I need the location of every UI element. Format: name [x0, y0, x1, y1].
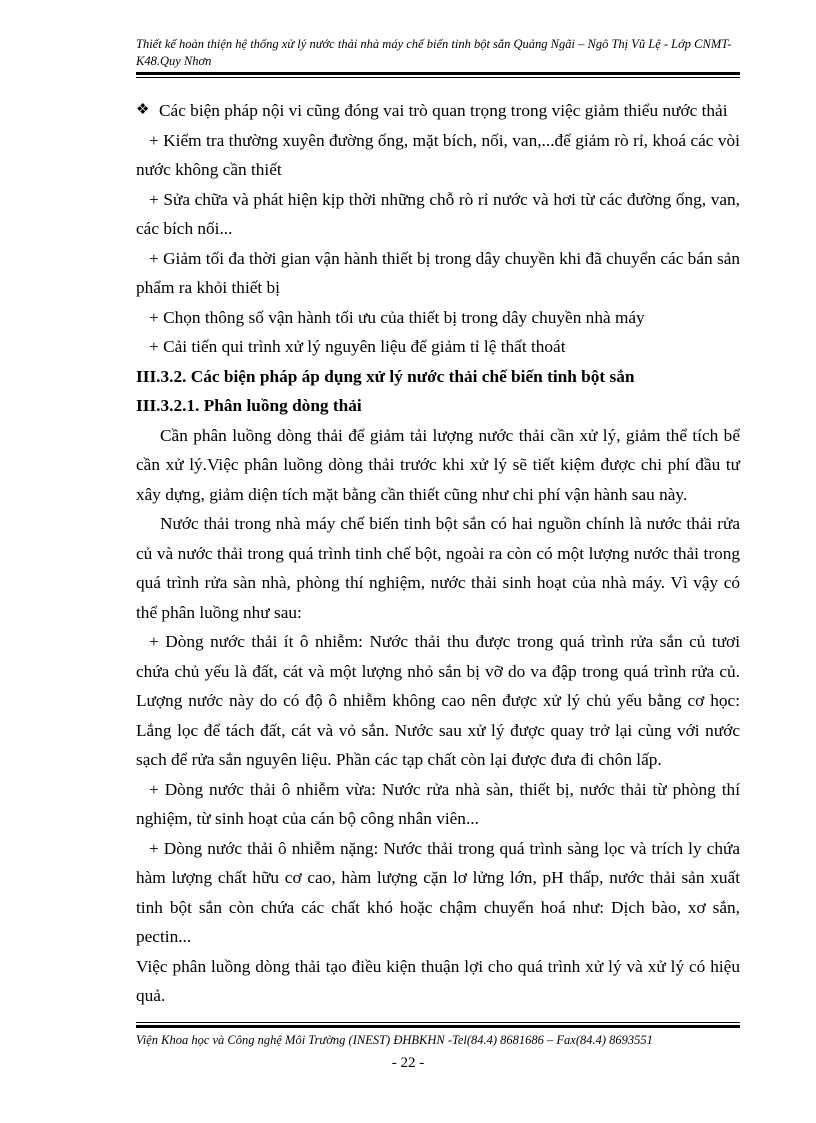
bullet-text: Các biện pháp nội vi cũng đóng vai trò quan trọng trong việc giảm thiểu nước thải [159, 101, 728, 120]
footer-rule [136, 1022, 740, 1028]
stream-item: + Dòng nước thải ít ô nhiễm: Nước thải thu được trong quá trình rửa sắn củ tươi chứa chủ yếu là đất, cát và một lượng nhỏ sắn bị vỡ do va đập trong quá trình rửa củ. Lượng nước này do có độ ô nhiễm không cao nên được xử lý chủ yếu bằng cơ học: Lắng lọc để tách đất, cát và vỏ sắn. Nước sau xử lý được quay trở lại cùng với nước sạch để rửa sắn nguyên liệu. Phần các tạp chất còn lại được đưa đi chôn lấp. [136, 632, 740, 769]
stream-item: + Dòng nước thải ô nhiễm nặng: Nước thải trong quá trình sàng lọc và trích ly chứa hàm lượng chất hữu cơ cao, hàm lượng cặn lơ lửng lớn, pH thấp, nước thải sản xuất tinh bột sắn còn chứa các chất khó hoặc chậm chuyển hoá như: Dịch bào, xơ sắn, pectin... [136, 838, 740, 946]
page-content [136, 96, 740, 1011]
section-heading: III.3.2. Các biện pháp áp dụng xử lý nước thải chế biến tinh bột sắn [136, 366, 635, 386]
measure-item: + Giảm tối đa thời gian vận hành thiết bị trong dây chuyền khi đã chuyển các bán sản phẩm ra khỏi thiết bị [136, 248, 740, 297]
diamond-bullet-icon: ❖ [136, 102, 150, 118]
header-rule [136, 72, 740, 78]
page-header: Thiết kế hoàn thiện hệ thống xử lý nước thải nhà máy chế biến tinh bột sắn Quảng Ngãi – Ngô Thị Vũ Lệ - Lớp CNMT-K48.Quy Nhơn [136, 37, 732, 68]
measure-item: + Kiểm tra thường xuyên đường ống, mặt bích, nối, van,...để giảm rò rỉ, khoá các vòi nước không cần thiết [136, 130, 740, 179]
conclusion-paragraph: Việc phân luồng dòng thải tạo điều kiện thuận lợi cho quá trình xử lý và xử lý có hiệu quả. [136, 956, 740, 1005]
measure-item: + Cải tiến qui trình xử lý nguyên liệu để giảm tỉ lệ thất thoát [149, 337, 566, 356]
paragraph: Cần phân luồng dòng thải để giảm tải lượng nước thải cần xử lý, giảm thể tích bể cần xử lý.Việc phân luồng dòng thải trước khi xử lý sẽ tiết kiệm được chi phí đầu tư xây dựng, giảm diện tích mặt bằng cần thiết cũng như chi phí vận hành sau này. [136, 425, 740, 504]
paragraph: Nước thải trong nhà máy chế biến tinh bột sắn có hai nguồn chính là nước thải rửa củ và nước thải trong quá trình tinh chế bột, ngoài ra còn có một lượng nước thải trong quá trình rửa sàn nhà, phòng thí nghiệm, nước thải sinh hoạt của nhà máy. Vì vậy có thể phân luồng như sau: [136, 514, 740, 622]
stream-item: + Dòng nước thải ô nhiễm vừa: Nước rửa nhà sàn, thiết bị, nước thải từ phòng thí nghiệm, từ sinh hoạt của cán bộ công nhân viên... [136, 779, 740, 828]
measure-item: + Sửa chữa và phát hiện kịp thời những chỗ rò rỉ nước và hơi từ các đường ống, van, các bích nối... [136, 189, 740, 238]
page-number: - 22 - [391, 1055, 425, 1071]
page-footer: Viện Khoa học và Công nghệ Môi Trường (INEST) ĐHBKHN -Tel(84.4) 8681686 – Fax(84.4) 8693551 [136, 1033, 653, 1047]
measure-item: + Chọn thông số vận hành tối ưu của thiết bị trong dây chuyền nhà máy [149, 307, 645, 327]
bullet-item [136, 96, 740, 126]
subsection-heading: III.3.2.1. Phân luồng dòng thải [136, 396, 362, 415]
